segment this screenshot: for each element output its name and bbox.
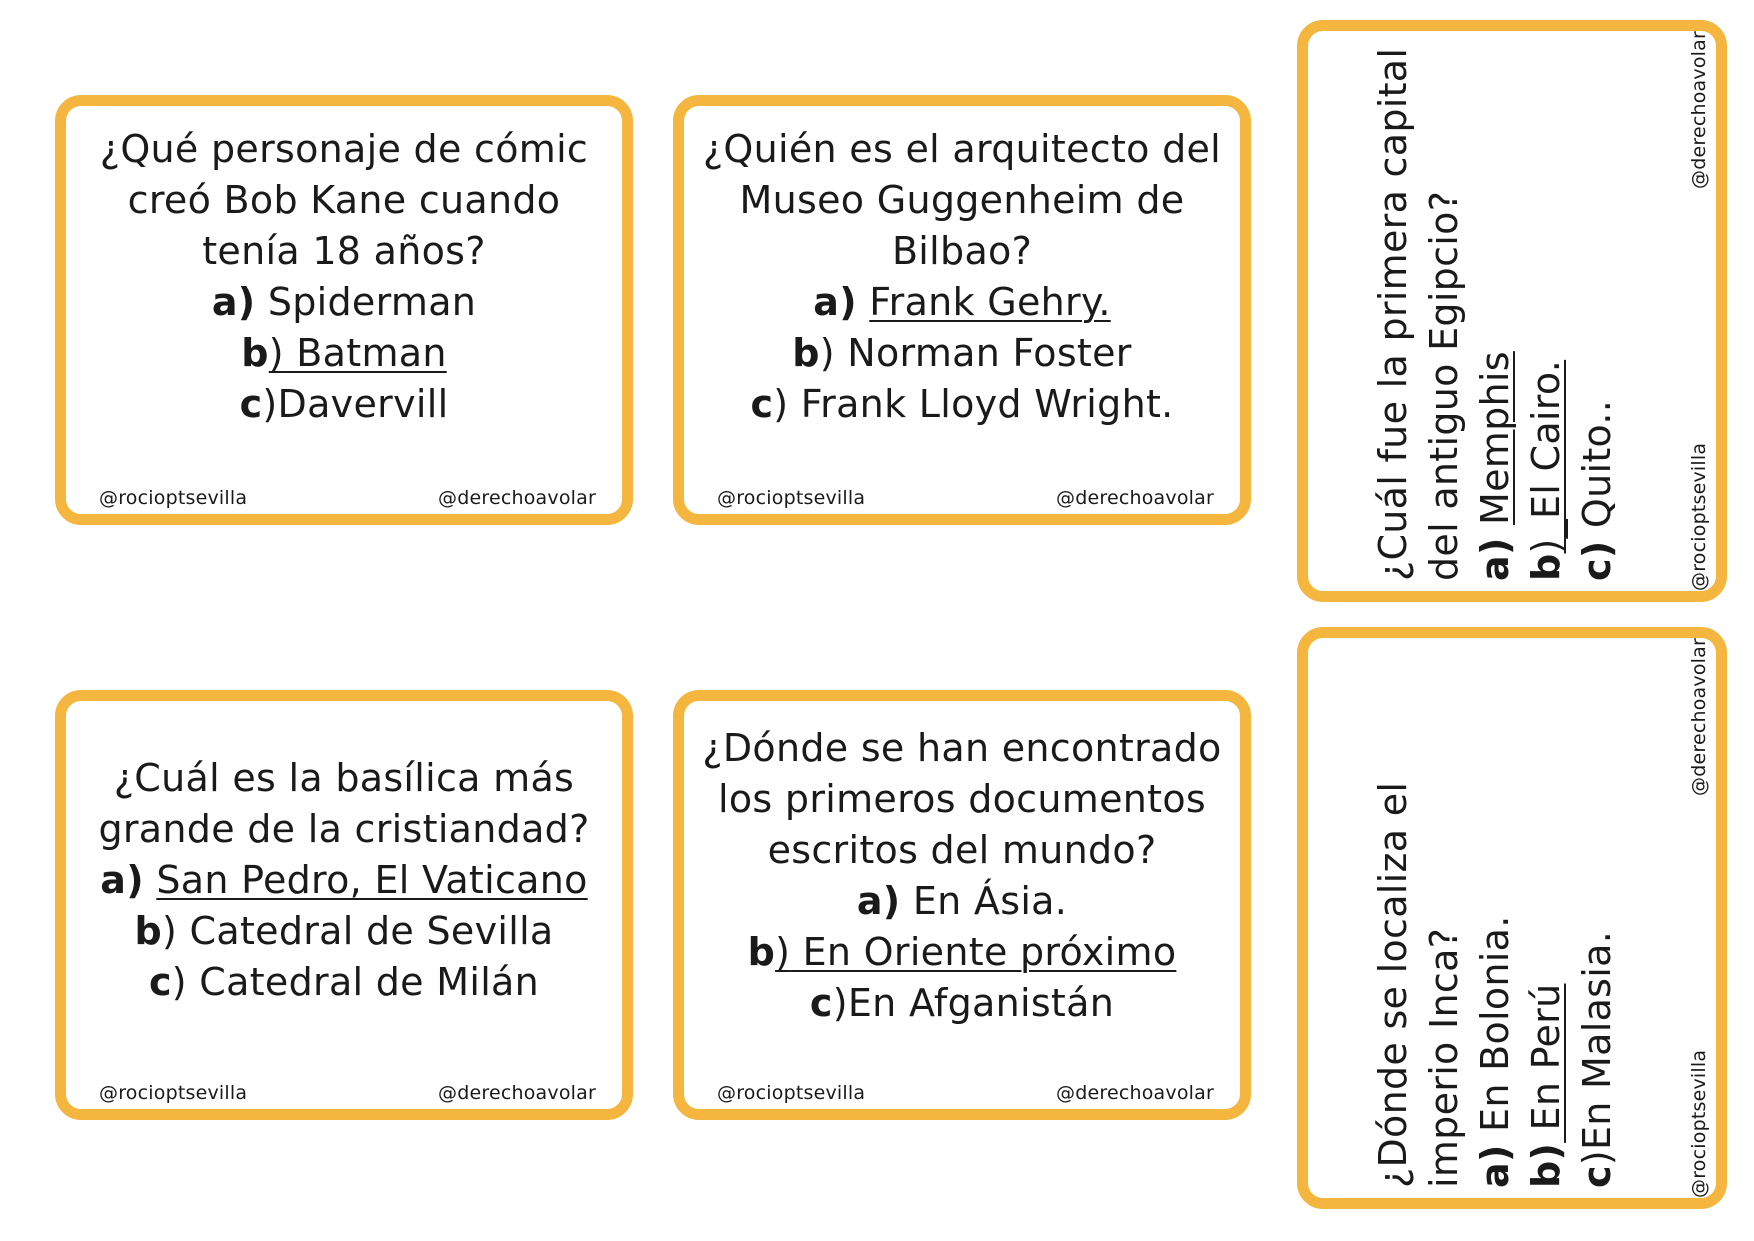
quiz-card-4 (673, 690, 1251, 1120)
quiz-card-3 (55, 690, 633, 1120)
option-c: c)En Malasia. (1575, 930, 1619, 1188)
option-c: c)En Afganistán (809, 981, 1115, 1025)
option-a: a) San Pedro, El Vaticano (100, 858, 588, 902)
option-c: c) Catedral de Milán (148, 960, 540, 1004)
option-b: b) En Perú (1524, 983, 1568, 1188)
option-b: b)_El Cairo. (1524, 359, 1568, 581)
credit-rocioptsevilla: @rocioptsevilla (1688, 1049, 1710, 1198)
credit-rocioptsevilla: @rocioptsevilla (99, 487, 248, 509)
option-a: a) Memphis (1473, 351, 1517, 581)
quiz-card-5 (1297, 20, 1727, 602)
option-c: c)Davervill (239, 382, 449, 426)
question-text: ¿Quién es el arquitecto del Museo Guggenheim de Bilbao? (702, 127, 1222, 273)
card-content (694, 723, 1230, 1029)
credit-rocioptsevilla: @rocioptsevilla (717, 487, 866, 509)
rotated-content (1308, 638, 1716, 1198)
question-text: ¿Qué personaje de cómic creó Bob Kane cuando tenía 18 años? (99, 127, 589, 273)
credit-derechoavolar: @derechoavolar (1688, 31, 1710, 189)
card-content (1368, 41, 1623, 581)
credit-rocioptsevilla: @rocioptsevilla (99, 1082, 248, 1104)
option-b: b) Catedral de Sevilla (134, 909, 554, 953)
credit-rocioptsevilla: @rocioptsevilla (717, 1082, 866, 1104)
question-text: ¿Cuál fue la primera capital del antiguo Egipcio? (1371, 47, 1466, 581)
option-a: a) En Bolonia. (1473, 915, 1517, 1188)
option-a: a) Frank Gehry. (813, 280, 1111, 324)
question-text: ¿Cuál es la basílica más grande de la cristiandad? (98, 756, 590, 851)
option-c: c) Frank Lloyd Wright. (750, 382, 1174, 426)
rotated-content (1308, 31, 1716, 591)
question-text: ¿Dónde se localiza el imperio Inca? (1371, 781, 1466, 1188)
credit-rocioptsevilla: @rocioptsevilla (1688, 442, 1710, 591)
option-a: a) Spiderman (211, 280, 477, 324)
quiz-card-6 (1297, 627, 1727, 1209)
credit-derechoavolar: @derechoavolar (1056, 487, 1214, 509)
credit-derechoavolar: @derechoavolar (438, 1082, 596, 1104)
quiz-card-2 (673, 95, 1251, 525)
credit-derechoavolar: @derechoavolar (438, 487, 596, 509)
card-content (76, 124, 612, 430)
credit-derechoavolar: @derechoavolar (1056, 1082, 1214, 1104)
option-b: b) En Oriente próximo (747, 930, 1177, 974)
option-c: c) Quito.. (1575, 399, 1619, 581)
quiz-card-1 (55, 95, 633, 525)
option-b: b) Batman (241, 331, 447, 375)
card-content (76, 753, 612, 1008)
card-content (694, 124, 1230, 430)
option-a: a) En Ásia. (856, 879, 1068, 923)
credit-derechoavolar: @derechoavolar (1688, 638, 1710, 796)
question-text: ¿Dónde se han encontrado los primeros documentos escritos del mundo? (702, 726, 1222, 872)
card-content (1368, 648, 1623, 1188)
option-b: b) Norman Foster (792, 331, 1132, 375)
